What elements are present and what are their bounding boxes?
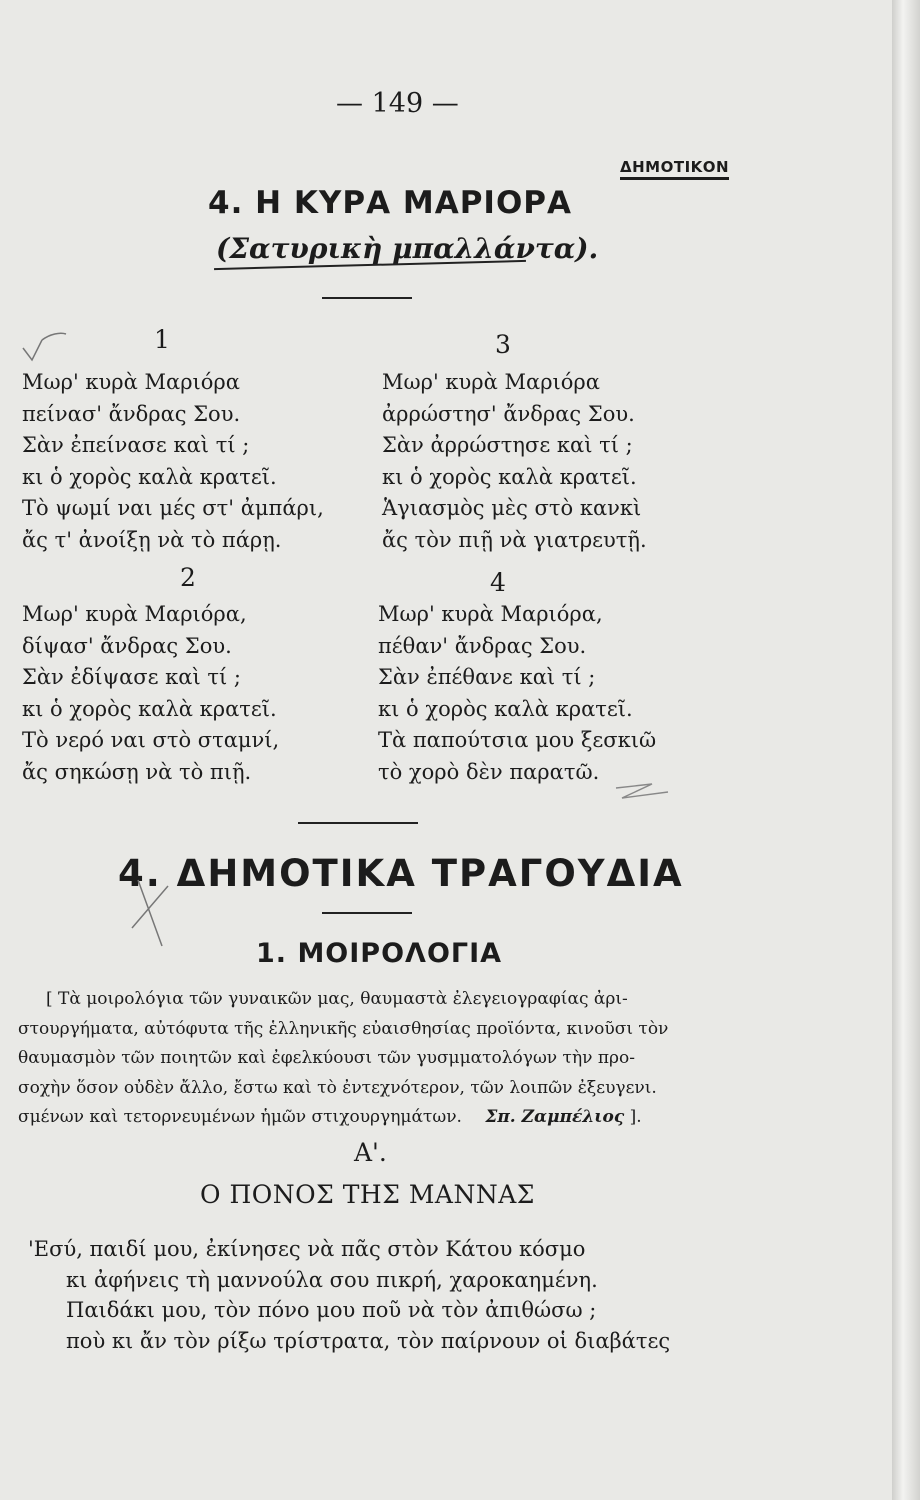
verse-line: Σὰν ἐπείνασε καὶ τί ; — [22, 433, 250, 457]
stanza-number: 2 — [180, 563, 196, 592]
verse-line: κι ὁ χορὸς καλὰ κρατεῖ. — [22, 464, 277, 489]
verse-line: Τὰ παπούτσια μου ξεσκιῶ — [378, 728, 657, 752]
stanza-number: 4 — [490, 568, 506, 597]
stanza-3 — [382, 367, 647, 556]
stanza-1 — [22, 367, 324, 556]
verse-line: Μωρ' κυρὰ Μαριόρα — [382, 370, 600, 394]
intro-line: σοχὴν ὅσον οὐδὲν ἄλλο, ἔστω καὶ τὸ ἐντεχνότερον, τῶν λοιπῶν ἐξευγενι. — [18, 1077, 657, 1098]
poem-body — [28, 1234, 670, 1356]
verse-line: τὸ χορὸ δὲν παρατῶ. — [378, 759, 600, 784]
verse-line: Τὸ νερό ναι στὸ σταμνί, — [22, 728, 280, 752]
verse-line: Τὸ ψωμί ναι μές στ' ἀμπάρι, — [22, 496, 324, 520]
book-spine-edge — [892, 0, 920, 1500]
x-mark-icon — [118, 876, 178, 956]
verse-line: κι ὁ χορὸς καλὰ κρατεῖ. — [22, 696, 277, 721]
verse-line: δίψασ' ἄνδρας Σου. — [22, 633, 232, 658]
poem-line: Παιδάκι μου, τὸν πόνο μου ποῦ νὰ τὸν ἀπιθώσω ; — [66, 1298, 597, 1322]
verse-line: ἄς σηκώσῃ νὰ τὸ πιῇ. — [22, 759, 252, 784]
intro-line: σμένων καὶ τετορνευμένων ἡμῶν στιχουργημάτων. — [18, 1107, 462, 1128]
verse-line: κι ὁ χορὸς καλὰ κρατεῖ. — [382, 464, 637, 489]
poem-title: Ο ΠΟΝΟΣ ΤΗΣ ΜΑΝΝΑΣ — [200, 1180, 535, 1209]
intro-line: στουργήματα, αὐτόφυτα τῆς ἑλληνικῆς εὐαισθησίας προϊόντα, κινοῦσι τὸν — [18, 1018, 669, 1039]
verse-line: Ἁγιασμὸς μὲς στὸ κανκὶ — [382, 496, 642, 520]
section-subtitle: (Σατυρικὴ μπαλλάντα). — [216, 232, 599, 265]
stanza-number: 3 — [495, 330, 511, 359]
verse-line: πέθαν' ἄνδρας Σου. — [378, 633, 587, 658]
verse-line: Μωρ' κυρὰ Μαριόρα — [22, 370, 240, 394]
poem-line: κι ἀφήνεις τὴ μαννούλα σου πικρή, χαροκαημένη. — [66, 1267, 598, 1292]
verse-line: Μωρ' κυρὰ Μαριόρα, — [378, 602, 603, 626]
poem-line: ποὺ κι ἄν τὸν ρίξω τρίστρατα, τὸν παίρνουν οἱ διαβάτες — [66, 1328, 671, 1353]
section-title: 4. Η ΚΥΡΑ ΜΑΡΙΟΡΑ — [208, 185, 573, 221]
verse-line: Μωρ' κυρὰ Μαριόρα, — [22, 602, 247, 626]
stanza-number: 1 — [154, 325, 170, 354]
chapter-title: 4. ΔΗΜΟΤΙΚΑ ΤΡΑΓΟΥΔΙΑ — [118, 852, 684, 895]
pencil-scribble-icon — [612, 780, 672, 810]
poem-section-letter: Α'. — [354, 1138, 387, 1167]
verse-line: Σὰν ἐδίψασε καὶ τί ; — [22, 665, 241, 689]
intro-line-last — [18, 1103, 708, 1133]
stanza-2 — [22, 599, 279, 788]
intro-line: [ Τὰ μοιρολόγια τῶν γυναικῶν μας, θαυμαστὰ ἐλεγειογραφίας ἀρι- — [46, 989, 628, 1009]
verse-line: κι ὁ χορὸς καλὰ κρατεῖ. — [378, 696, 633, 721]
poem-line: 'Εσύ, παιδί μου, ἐκίνησες νὰ πᾶς στὸν Κάτου κόσμο — [28, 1237, 586, 1261]
verse-line: ἄς τὸν πιῇ νὰ γιατρευτῇ. — [382, 527, 647, 552]
page-number: — 149 — — [336, 88, 459, 119]
stanza-4 — [378, 599, 656, 788]
verse-line: πείνασ' ἄνδρας Σου. — [22, 401, 241, 426]
verse-line: Σὰν ἀρρώστησε καὶ τί ; — [382, 433, 633, 457]
verse-line: ἀρρώστησ' ἄνδρας Σου. — [382, 401, 635, 426]
verse-line: ἄς τ' ἀνοίξῃ νὰ τὸ πάρῃ. — [22, 527, 282, 552]
intro-author: Σπ. Ζαμπέλιος — [485, 1107, 625, 1128]
intro-paragraph — [18, 985, 708, 1133]
divider-rule — [322, 912, 412, 914]
subchapter-title: 1. ΜΟΙΡΟΛΟΓΙΑ — [256, 938, 503, 969]
check-mark-icon — [20, 326, 70, 366]
intro-line: θαυμασμὸν τῶν ποιητῶν καὶ ἐφελκύουσι τῶν γυσμματολόγων τὴν προ- — [18, 1048, 636, 1069]
dimotikon-stamp: ΔΗΜΟΤΙΚΟΝ — [620, 158, 729, 180]
verse-line: Σὰν ἐπέθανε καὶ τί ; — [378, 665, 596, 689]
divider-rule — [298, 822, 418, 824]
divider-rule — [322, 297, 412, 299]
intro-close: ]. — [624, 1107, 642, 1128]
